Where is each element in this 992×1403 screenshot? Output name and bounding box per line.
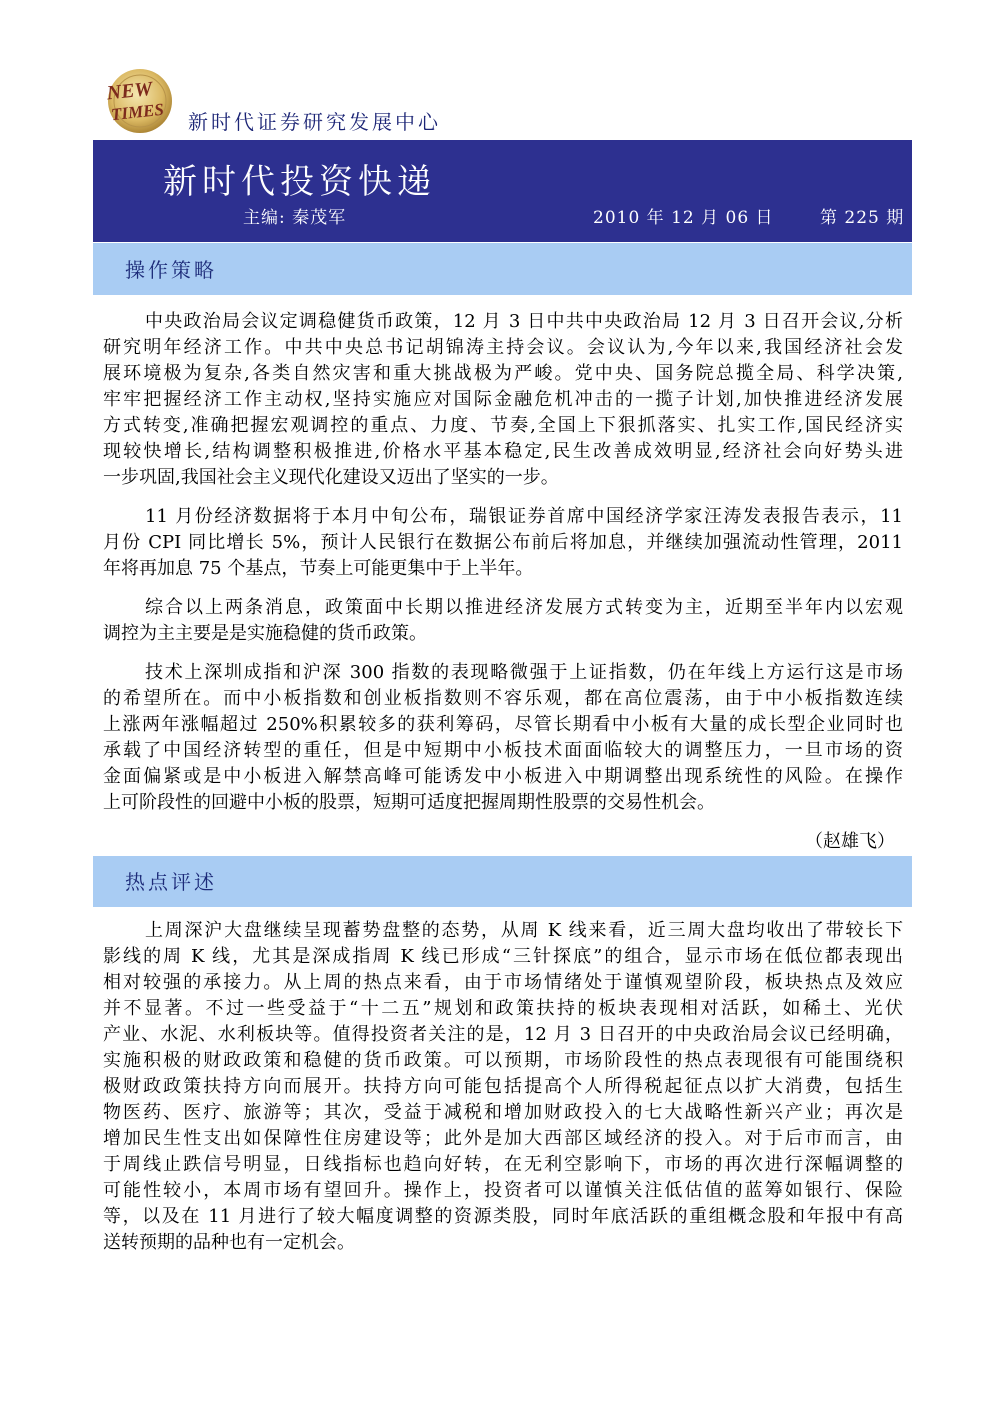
paragraph-line: 可能性较小，本周市场有望回升。操作上，投资者可以谨慎关注低估值的蓝筹如银行、保险 [103,1180,903,1201]
editor-label: 主编: 秦茂军 [243,208,347,228]
paragraph [103,504,903,582]
paragraph-line: 送转预期的品种也有一定机会。 [103,1232,355,1253]
paragraph-line: 增加民生性支出如保障性住房建设等；此外是加大西部区域经济的投入。对于后市而言，由 [103,1128,903,1149]
paragraph-line: 并不显著。不过一些受益于“十二五”规划和政策扶持的板块表现相对活跃，如稀土、光伏 [103,998,903,1019]
logo-text-times: TIMES [110,99,165,125]
paragraph [103,309,903,491]
paragraph-line: 极财政政策扶持方向而展开。扶持方向可能包括提高个人所得税起征点以扩大消费，包括生 [103,1076,903,1097]
paragraph-line: 等，以及在 11 月进行了较大幅度调整的资源类股，同时年底活跃的重组概念股和年报中有高 [103,1206,903,1227]
paragraph-line: 物医药、医疗、旅游等；其次，受益于减税和增加财政投入的七大战略性新兴产业；再次是 [103,1102,903,1123]
paragraph-line: 牢牢把握经济工作主动权,坚持实施应对国际金融危机冲击的一揽子计划,加快推进经济发展 [103,389,903,410]
paragraph-line: 实施积极的财政政策和稳健的货币政策。可以预期，市场阶段性的热点表现很有可能围绕积 [103,1050,903,1071]
section-heading: 操作策略 [125,258,217,282]
paragraph-line: 中央政治局会议定调稳健货币政策，12 月 3 日中共中央政治局 12 月 3 日召开会议,分析 [145,311,903,332]
section-header-hot-topics [93,856,912,907]
paragraph-line: 金面偏紧或是中小板进入解禁高峰可能诱发中小板进入中期调整出现系统性的风险。在操作 [103,766,903,787]
paragraph-line: 11 月份经济数据将于本月中旬公布，瑞银证券首席中国经济学家汪涛发表报告表示，11 [145,506,903,527]
paragraph-line: 上可阶段性的回避中小板的股票，短期可适度把握周期性股票的交易性机会。 [103,792,715,813]
paragraph-line: 调控为主主要是是实施稳健的货币政策。 [103,623,427,644]
new-times-logo [102,66,186,136]
paragraph-line: 影线的周 K 线，尤其是深成指周 K 线已形成“三针探底”的组合，显示市场在低位都表现出 [103,946,903,967]
paragraph-line: 一步巩固,我国社会主义现代化建设又迈出了坚实的一步。 [103,467,559,488]
paragraph-line: 月份 CPI 同比增长 5%，预计人民银行在数据公布前后将加息，并继续加强流动性管理，2011 [103,532,903,553]
paragraph-line: 综合以上两条消息，政策面中长期以推进经济发展方式转变为主，近期至半年内以宏观 [145,597,903,618]
paragraph-line: 现较快增长,结构调整积极推进,价格水平基本稳定,民生改善成效明显,经济社会向好势头进 [103,441,903,462]
author-signature: （赵雄飞） [805,831,895,852]
paragraph [103,660,903,816]
newsletter-banner [93,140,912,242]
section-heading: 热点评述 [125,870,217,894]
paragraph-line: 相对较强的承接力。从上周的热点来看，由于市场情绪处于谨慎观望阶段，板块热点及效应 [103,972,903,993]
issue-date: 2010 年 12 月 06 日 [593,208,774,228]
paragraph-line: 承载了中国经济转型的重任，但是中短期中小板技术面面临较大的调整压力，一旦市场的资 [103,740,903,761]
paragraph-line: 的希望所在。而中小板指数和创业板指数则不容乐观，都在高位震荡，由于中小板指数连续 [103,688,903,709]
organization-name: 新时代证券研究发展中心 [188,110,441,134]
paragraph-line: 年将再加息 75 个基点，节奏上可能更集中于上半年。 [103,558,534,579]
logo-text-new: NEW [105,77,154,105]
paragraph [103,595,903,647]
issue-number: 第 225 期 [820,208,905,228]
section-body-strategy [103,309,903,855]
newsletter-title: 新时代投资快递 [163,162,436,202]
paragraph-line: 于周线止跌信号明显，日线指标也趋向好转，在无利空影响下，市场的再次进行深幅调整的 [103,1154,903,1175]
paragraph-line: 上涨两年涨幅超过 250%积累较多的获利筹码，尽管长期看中小板有大量的成长型企业同时也 [103,714,903,735]
paragraph-line: 技术上深圳成指和沪深 300 指数的表现略微强于上证指数，仍在年线上方运行这是市场 [145,662,903,683]
paragraph-line: 展环境极为复杂,各类自然灾害和重大挑战极为严峻。党中央、国务院总揽全局、科学决策, [103,363,903,384]
paragraph-line: 方式转变,准确把握宏观调控的重点、力度、节奏,全国上下狠抓落实、扎实工作,国民经济实 [103,415,903,436]
paragraph [103,918,903,1256]
section-header-strategy [93,243,912,295]
paragraph-line: 产业、水泥、水利板块等。值得投资者关注的是，12 月 3 日召开的中央政治局会议已经明确， [103,1024,903,1045]
paragraph-line: 研究明年经济工作。中共中央总书记胡锦涛主持会议。会议认为,今年以来,我国经济社会发 [103,337,903,358]
paragraph-line: 上周深沪大盘继续呈现蓄势盘整的态势，从周 K 线来看，近三周大盘均收出了带较长下 [145,920,903,941]
section-body-hot-topics [103,918,903,1269]
